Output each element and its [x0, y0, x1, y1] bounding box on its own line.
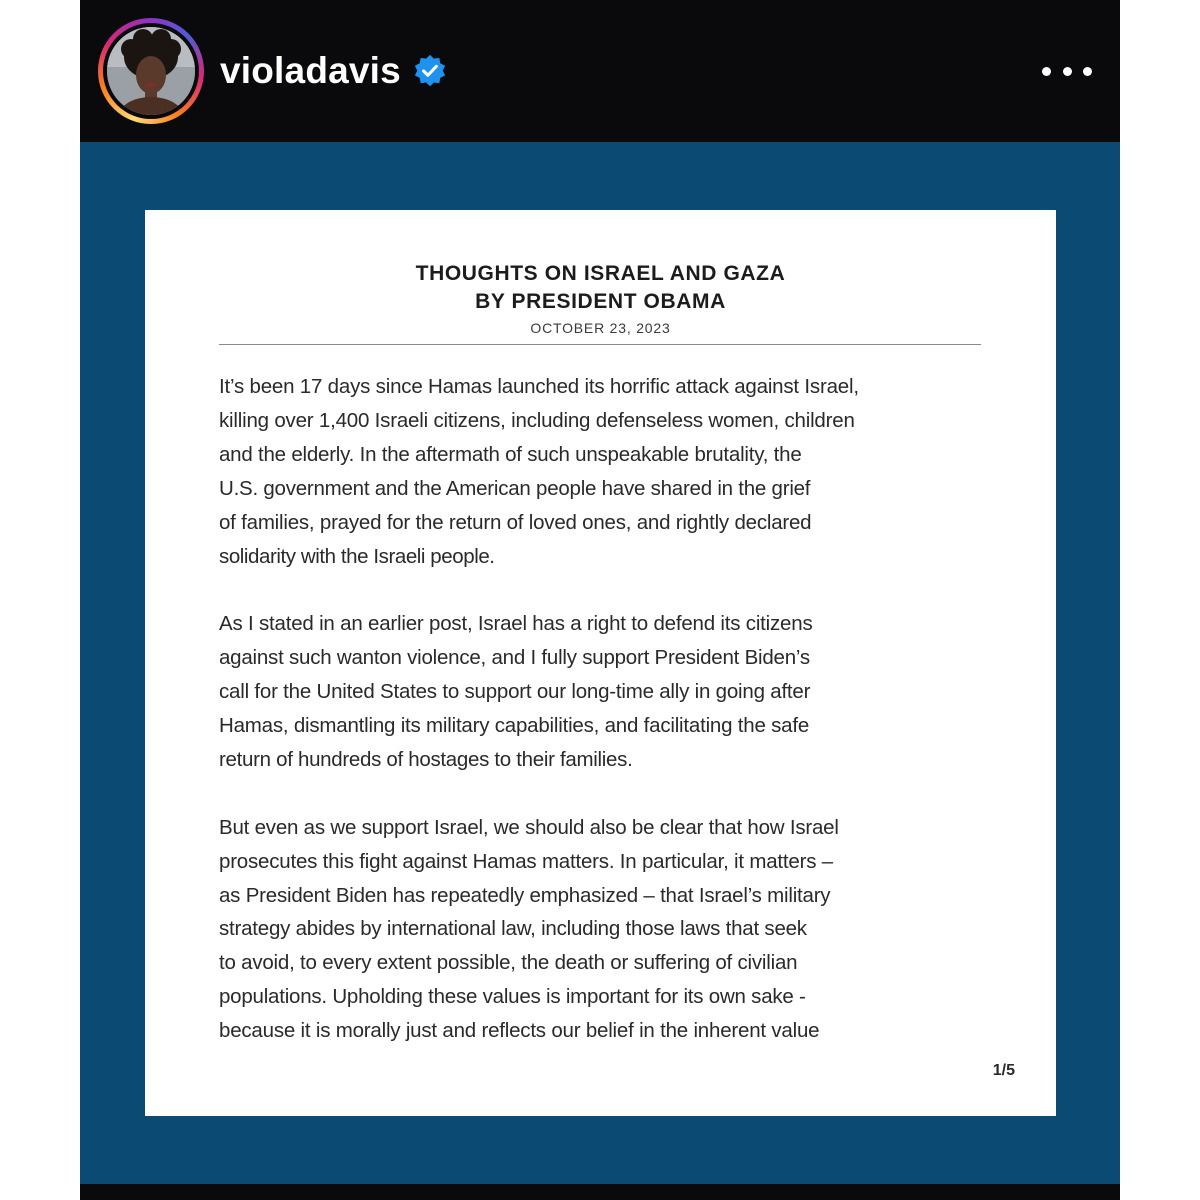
- document-title-line2: BY PRESIDENT OBAMA: [475, 290, 726, 313]
- text-line: solidarity with the Israeli people.: [219, 544, 495, 568]
- statement-card: [145, 210, 1056, 1116]
- text-line: against such wanton violence, and I fully support President Biden’s: [219, 646, 810, 670]
- text-line: killing over 1,400 Israeli citizens, including defenseless women, children: [219, 408, 855, 432]
- paragraph: [219, 811, 999, 1048]
- document-body: [219, 370, 999, 1082]
- document-date: OCTOBER 23, 2023: [530, 320, 671, 336]
- verified-badge-icon: [413, 54, 447, 88]
- document-title-line1: THOUGHTS ON ISRAEL AND GAZA: [415, 262, 786, 285]
- more-options-icon[interactable]: [1042, 55, 1092, 87]
- text-line: of families, prayed for the return of loved ones, and rightly declared: [219, 510, 812, 534]
- text-line: It’s been 17 days since Hamas launched its horrific attack against Israel,: [219, 375, 859, 398]
- text-line: U.S. government and the American people have shared in the grief: [219, 476, 811, 500]
- text-line: and the elderly. In the aftermath of such unspeakable brutality, the: [219, 442, 802, 466]
- page-indicator: 1/5: [992, 1062, 1015, 1079]
- document-title: [145, 260, 1056, 316]
- text-line: call for the United States to support our long-time ally in going after: [219, 680, 811, 704]
- text-line: Hamas, dismantling its military capabilities, and facilitating the safe: [219, 714, 810, 738]
- text-line: as President Biden has repeatedly emphasized – that Israel’s military: [219, 883, 831, 907]
- text-line: strategy abides by international law, including those laws that seek: [219, 917, 807, 941]
- more-dot: [1063, 67, 1072, 76]
- post-header: [80, 0, 1120, 142]
- username-row: [220, 44, 447, 98]
- text-line: to avoid, to every extent possible, the death or suffering of civilian: [219, 951, 798, 975]
- text-line: populations. Upholding these values is important for its own sake -: [219, 985, 806, 1009]
- more-dot: [1083, 67, 1092, 76]
- avatar[interactable]: [107, 27, 195, 115]
- text-line: prosecutes this fight against Hamas matters. In particular, it matters –: [219, 849, 833, 873]
- username[interactable]: violadavis: [220, 50, 401, 91]
- avatar-image: [107, 27, 195, 115]
- avatar-gap: [103, 23, 199, 119]
- story-ring[interactable]: [98, 18, 204, 124]
- post-frame: [80, 0, 1120, 1200]
- paragraph: [219, 370, 999, 573]
- paragraph: [219, 607, 999, 777]
- more-dot: [1042, 67, 1051, 76]
- bottom-edge: [80, 1184, 1120, 1200]
- text-line: return of hundreds of hostages to their families.: [219, 747, 633, 771]
- text-line: because it is morally just and reflects our belief in the inherent value: [219, 1019, 820, 1043]
- text-line: But even as we support Israel, we should also be clear that how Israel: [219, 815, 839, 839]
- text-line: As I stated in an earlier post, Israel has a right to defend its citizens: [219, 612, 813, 636]
- title-divider: [219, 344, 981, 345]
